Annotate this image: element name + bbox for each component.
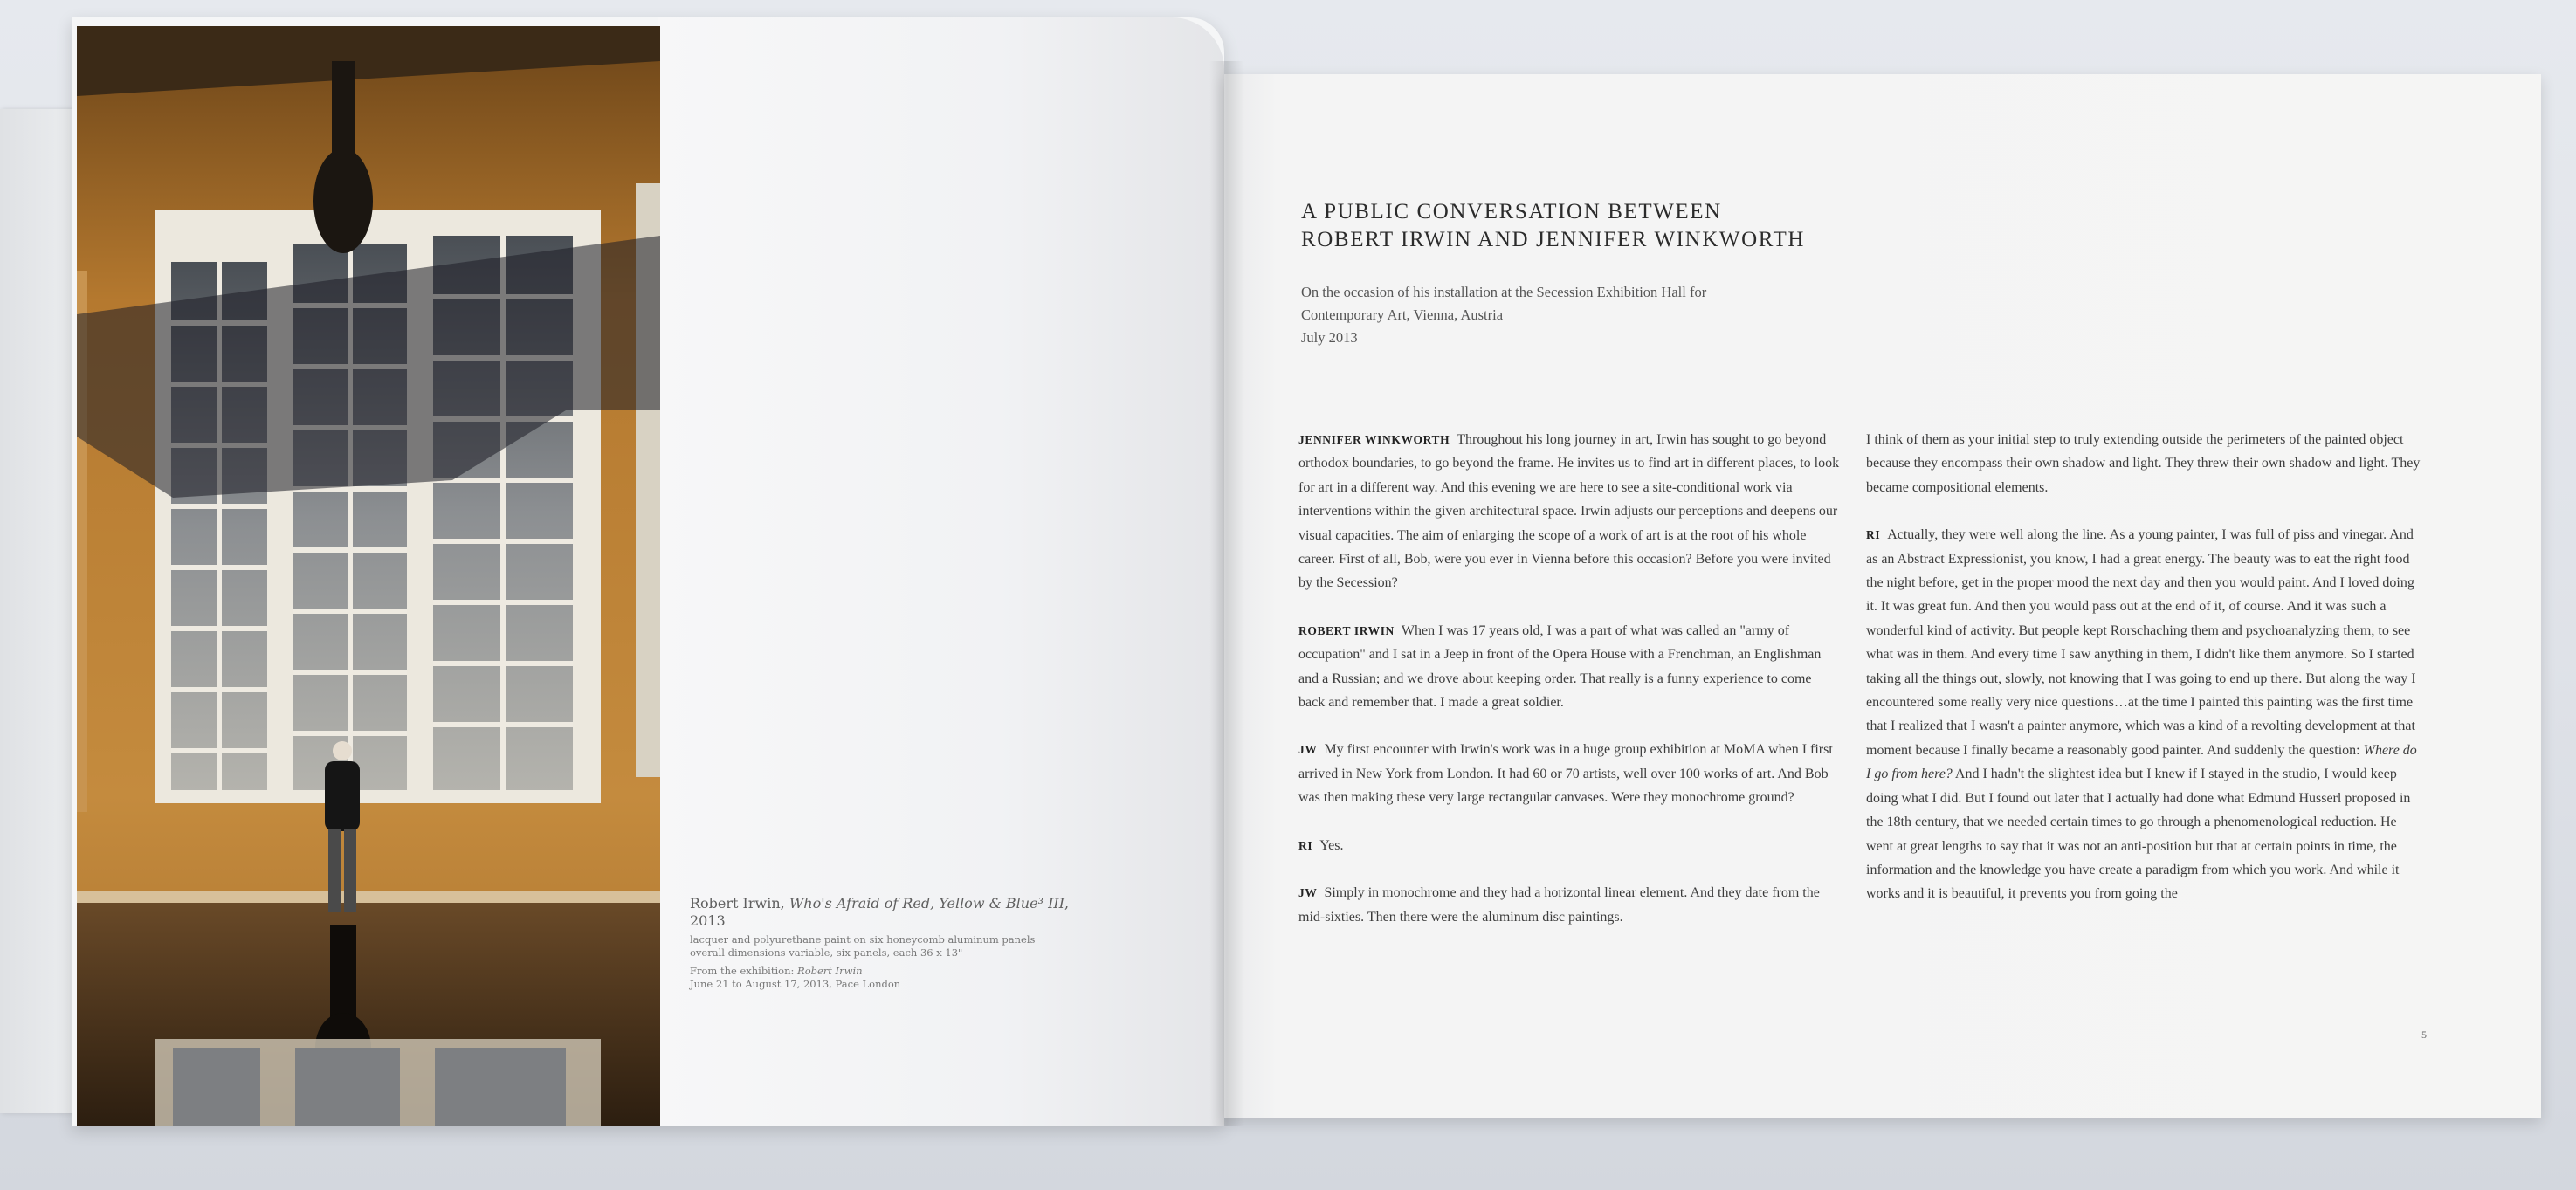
book-cover-edge <box>0 109 83 1113</box>
subtitle-line1: On the occasion of his installation at the Secession Exhibition Hall for <box>1301 284 1707 300</box>
inverted-figure-legs <box>332 61 355 175</box>
dialogue-paragraph <box>1298 881 1840 929</box>
dialogue-text: My first encounter with Irwin's work was in a huge group exhibition at MoMA when I first arrived in New York from London. It had 60 or 70 artists, well over 100 works of art. And Bob was then making these very large rectangular canvases. Were they monochrome ground? <box>1298 742 1833 806</box>
dialogue-paragraph: I think of them as your initial step to truly extending outside the perimeters of the painted object because they encompass their own shadow and light. They threw their own shadow and light. They became compositional elements. <box>1866 432 2421 495</box>
text-column-left <box>1298 428 1840 953</box>
caption-title-line <box>690 895 1083 930</box>
gutter-shadow <box>1209 61 1244 1126</box>
caption-exhibition-line <box>690 965 1083 978</box>
page-number: 5 <box>2421 1028 2427 1041</box>
dialogue-text-continued: And I hadn't the slightest idea but I knew if I stayed in the studio, I would keep doing what I did. But I found out later that I actually had done what Edmund Husserl proposed in the 18th century, that we needed certain times to go through a phenomenological reduction. He went at great lengths to say that it was not an anti-position but that at certain points in time, the information and the knowledge you have create a paradigm from which you work. And while it works and it is beautiful, it prevents you from going the <box>1866 767 2411 902</box>
dialogue-paragraph <box>1298 834 1840 857</box>
subtitle-line3: July 2013 <box>1301 329 1358 346</box>
photo-svg <box>77 26 660 1126</box>
subtitle-line2: Contemporary Art, Vienna, Austria <box>1301 306 1504 323</box>
dialogue-paragraph <box>1298 738 1840 809</box>
caption-medium-line1: lacquer and polyurethane paint on six honeycomb aluminum panels <box>690 933 1036 946</box>
caption-dates: June 21 to August 17, 2013, Pace London <box>690 978 901 990</box>
dialogue-text: When I was 17 years old, I was a part of what was called an "army of occupation" and I sat in a Jeep in front of the Opera House with a Frenchman, an Englishman and a Russian; and we drove about keeping order. That really is a funny experience to come back and remember that. I made a great soldier. <box>1298 623 1822 711</box>
speaker-label: RI <box>1298 838 1313 852</box>
caption-artist: Robert Irwin, <box>690 895 785 911</box>
window-reflection-pane <box>295 1048 400 1126</box>
dialogue-text: Simply in monochrome and they had a horizontal linear element. And they date from the mid-sixties. Then there were the aluminum disc paintings. <box>1298 885 1820 925</box>
caption-year: , 2013 <box>690 895 1070 929</box>
dialogue-text: Actually, they were well along the line. As a young painter, I was full of piss and vinegar. And as an Abstract Expressionist, you know, I had a great energy. The beauty was to eat the right food the night before, get in the proper mood the next day and then you would paint. And I loved doing it. It was great fun. And then you would pass out at the end of it, of course. And it was such a wonderful kind of activity. But people kept Rorschaching them and psychoanalyzing them, to see what was in them. And every time I saw anything in them, I didn't like them anymore. So I started taking all the things out, slowly, not knowing that I was going to end up there. But along the way I encountered some really very nice questions…at the time I painted this painting was the first time that I realized that I wasn't a painter anymore, which was a kind of a revolting development at that moment because I finally became a reasonably good painter. And suddenly the question: <box>1866 527 2416 758</box>
speaker-label: JW <box>1298 886 1318 900</box>
dialogue-paragraph <box>1298 619 1840 715</box>
caption-title: Who's Afraid of Red, Yellow & Blue³ III <box>789 895 1065 911</box>
speaker-label: RI <box>1866 528 1881 542</box>
window-reflection-pane <box>435 1048 566 1126</box>
speaker-label: JW <box>1298 743 1318 757</box>
dialogue-paragraph <box>1866 523 2425 906</box>
window-reflection-pane <box>173 1048 260 1126</box>
caption-from-prefix: From the exhibition: <box>690 965 795 977</box>
installation-photograph <box>77 26 660 1126</box>
caption-exhibition-title: Robert Irwin <box>797 965 863 977</box>
page-title-line2: ROBERT IRWIN AND JENNIFER WINKWORTH <box>1301 228 1806 251</box>
page-subtitle <box>1301 281 1825 349</box>
caption-medium-line2: overall dimensions variable, six panels, each 36 x 13" <box>690 946 963 959</box>
photo-caption <box>690 895 1083 991</box>
text-column-right <box>1866 428 2425 930</box>
page-title-line1: A PUBLIC CONVERSATION BETWEEN <box>1301 200 1722 224</box>
speaker-label: ROBERT IRWIN <box>1298 623 1395 637</box>
page-title <box>1301 198 2087 254</box>
dialogue-italic-question: Where do I go from here? <box>1866 742 2417 782</box>
dialogue-paragraph <box>1298 428 1840 595</box>
dialogue-text: Throughout his long journey in art, Irwin has sought to go beyond orthodox boundaries, to go beyond the frame. He invites us to find art in different places, to look for art in a different way. And this evening we are here to see a site-conditional work via interventions within the given architectural space. Irwin adjusts our perceptions and deepens our visual capacities. The aim of enlarging the scope of a work of art is at the root of his whole career. First of all, Bob, were you ever in Vienna before this occasion? Before you were invited by the Secession? <box>1298 432 1840 591</box>
floor-edge-light <box>77 891 660 903</box>
dialogue-text: Yes. <box>1319 837 1344 853</box>
person-reflection <box>330 925 356 1021</box>
speaker-label: JENNIFER WINKWORTH <box>1298 433 1450 446</box>
